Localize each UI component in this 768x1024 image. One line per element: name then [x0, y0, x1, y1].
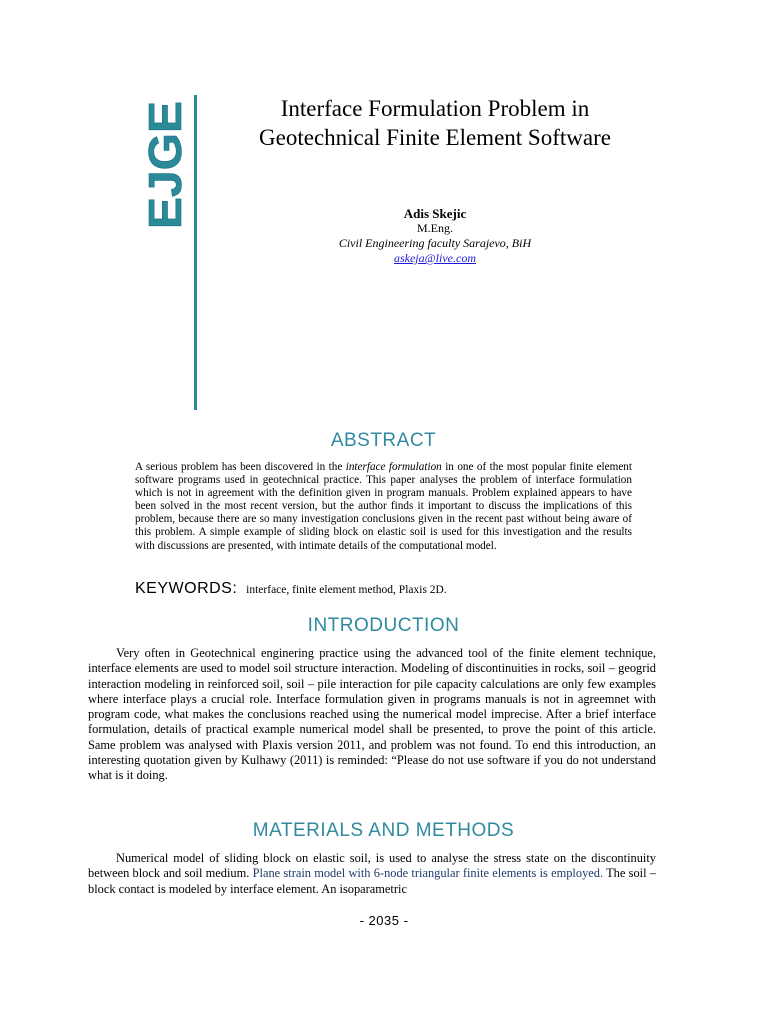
keywords-line — [135, 580, 655, 598]
keywords-label: KEYWORDS: — [135, 580, 238, 597]
abstract-text — [135, 461, 632, 553]
materials-text-part-1: Numerical model of sliding block on elastic soil, is used to analyse the stress state on the discontinuity between block and soil medium. — [88, 851, 656, 881]
logo-vertical-rule — [194, 95, 197, 410]
author-block — [205, 206, 665, 266]
author-name: Adis Skejic — [403, 206, 467, 221]
introduction-heading: INTRODUCTION — [307, 615, 460, 636]
page-number: - 2035 - — [359, 913, 409, 928]
abstract-emphasis: interface formulation — [345, 461, 442, 473]
author-degree: M.Eng. — [417, 221, 453, 235]
author-email-link[interactable]: askeja@live.com — [393, 251, 476, 265]
ejge-logo — [139, 100, 191, 230]
author-affiliation: Civil Engineering faculty Sarajevo, BiH — [338, 236, 532, 250]
materials-text-part-2: Plane strain model with 6-node triangular finite elements is employed. — [252, 866, 604, 881]
ejge-logo-text: EJGE — [139, 106, 191, 229]
title-line-2: Geotechnical Finite Element Software — [259, 125, 611, 150]
introduction-text: Very often in Geotechnical enginering practice using the advanced tool of the finite element technique, interface elements are used to model soil structure interaction. Modeling of discontinuities in rocks, soil – geogrid interaction modeling in reinforced soil, soil – pile interaction for pile capacity calculations are only few examples where interface plays a crucial role. Interface formulation given in programs manuals is not in agreemnet with program code, what makes the conclusions reached using the numerical model imprecise. After a brief interface formulation, details of practical example numerical model shall be presented, to prove the point of this article. Same problem was analysed with Plaxis version 2011, and problem was not found. To end this introduction, an interesting quotation given by Kulhawy (2011) is reminded: “Please do not use software if you do not understand what is it doing. — [88, 646, 656, 783]
materials-methods-heading: MATERIALS AND METHODS — [252, 820, 515, 841]
abstract-text-end: in one of the most popular finite element software programs used in geotechnical practice. This paper analyses the problem of interface formulation which is not in agreement with the definition given in program manuals. Problem explained appears to have been solved in the most recent version, but the author finds it important to discuss the implications of this problem, because there are so many investigation conclusions given in the recent past without being aware of this problem. A simple example of sliding block on elastic soil is used for this investigation and the results with discussions are presented, with intimate details of the computational model. — [135, 461, 632, 552]
materials-methods-text — [88, 851, 656, 897]
abstract-heading: ABSTRACT — [330, 430, 437, 451]
paper-title — [205, 94, 665, 152]
abstract-text-start: A serious problem has been discovered in the — [135, 461, 346, 473]
materials-text-part-3: The soil – block contact is modeled by interface element. An isoparametric — [88, 866, 656, 896]
keywords-list: interface, finite element method, Plaxis 2D. — [246, 584, 447, 596]
title-line-1: Interface Formulation Problem in — [280, 96, 590, 121]
